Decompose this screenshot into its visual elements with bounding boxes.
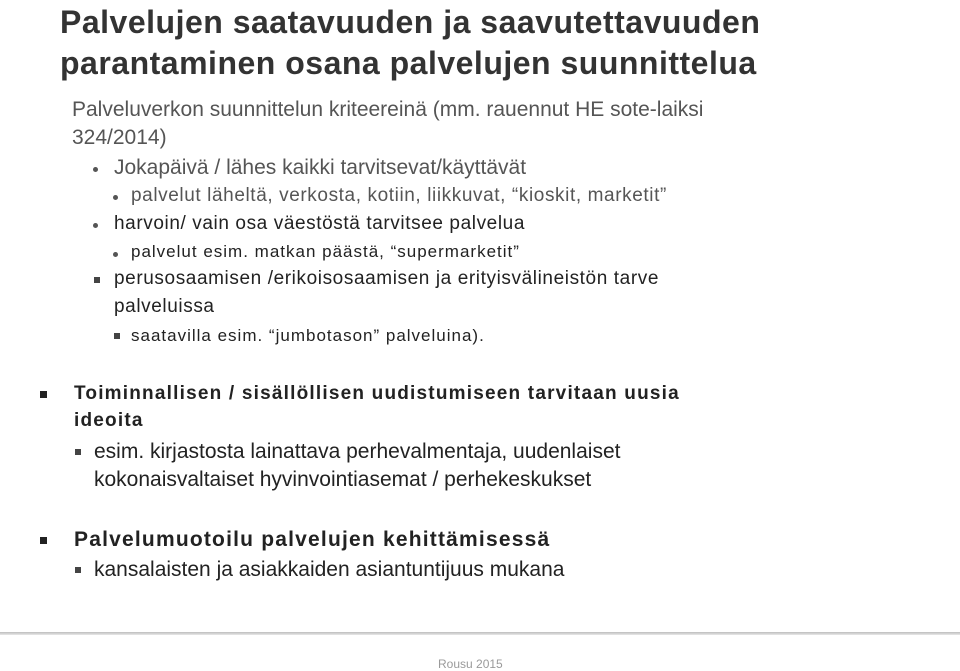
bullet-dot-icon [113,252,118,257]
square-bullet-icon [75,449,81,455]
square-bullet-icon [94,277,100,283]
section-2-line-2: ideoita [74,410,144,431]
bullet-3-line-1: perusosaamisen /erikoisosaamisen ja erityisvälineistön tarve [114,268,660,289]
bullet-2: harvoin/ vain osa väestöstä tarvitsee palvelua [114,213,525,234]
section-2-line-1: Toiminnallisen / sisällöllisen uudistumiseen tarvitaan uusia [74,383,680,404]
intro-line-2: 324/2014) [72,126,167,149]
title-line-1: Palvelujen saatavuuden ja saavutettavuuden [60,4,761,40]
bullet-3-line-2: palveluissa [114,296,215,317]
bullet-1-sub: palvelut läheltä, verkosta, kotiin, liikkuvat, “kioskit, marketit” [131,185,667,206]
square-bullet-icon [75,567,81,573]
bullet-dot-icon [93,223,98,228]
title-line-2: parantaminen osana palvelujen suunnittelua [60,45,757,81]
bullet-3-sub: saatavilla esim. “jumbotason” palveluina). [131,326,485,345]
footer-divider [0,632,960,635]
bullet-dot-icon [93,167,98,172]
intro-line-1: Palveluverkon suunnittelun kriteereinä (mm. rauennut HE sote-laiksi [72,98,704,121]
footer-credit: Rousu 2015 [438,657,503,671]
square-bullet-icon [114,333,120,339]
section-2-sub-line-2: kokonaisvaltaiset hyvinvointiasemat / perhekeskukset [94,468,592,491]
bullet-dot-icon [113,195,118,200]
section-3: Palvelumuotoilu palvelujen kehittämisessä [74,528,551,551]
square-bullet-icon [40,537,47,544]
section-3-sub: kansalaisten ja asiakkaiden asiantuntijuus mukana [94,558,565,581]
square-bullet-icon [40,391,47,398]
bullet-1: Jokapäivä / lähes kaikki tarvitsevat/käyttävät [114,156,527,179]
bullet-2-sub: palvelut esim. matkan päästä, “supermarketit” [131,242,520,261]
section-2-sub-line-1: esim. kirjastosta lainattava perhevalmentaja, uudenlaiset [94,440,621,463]
